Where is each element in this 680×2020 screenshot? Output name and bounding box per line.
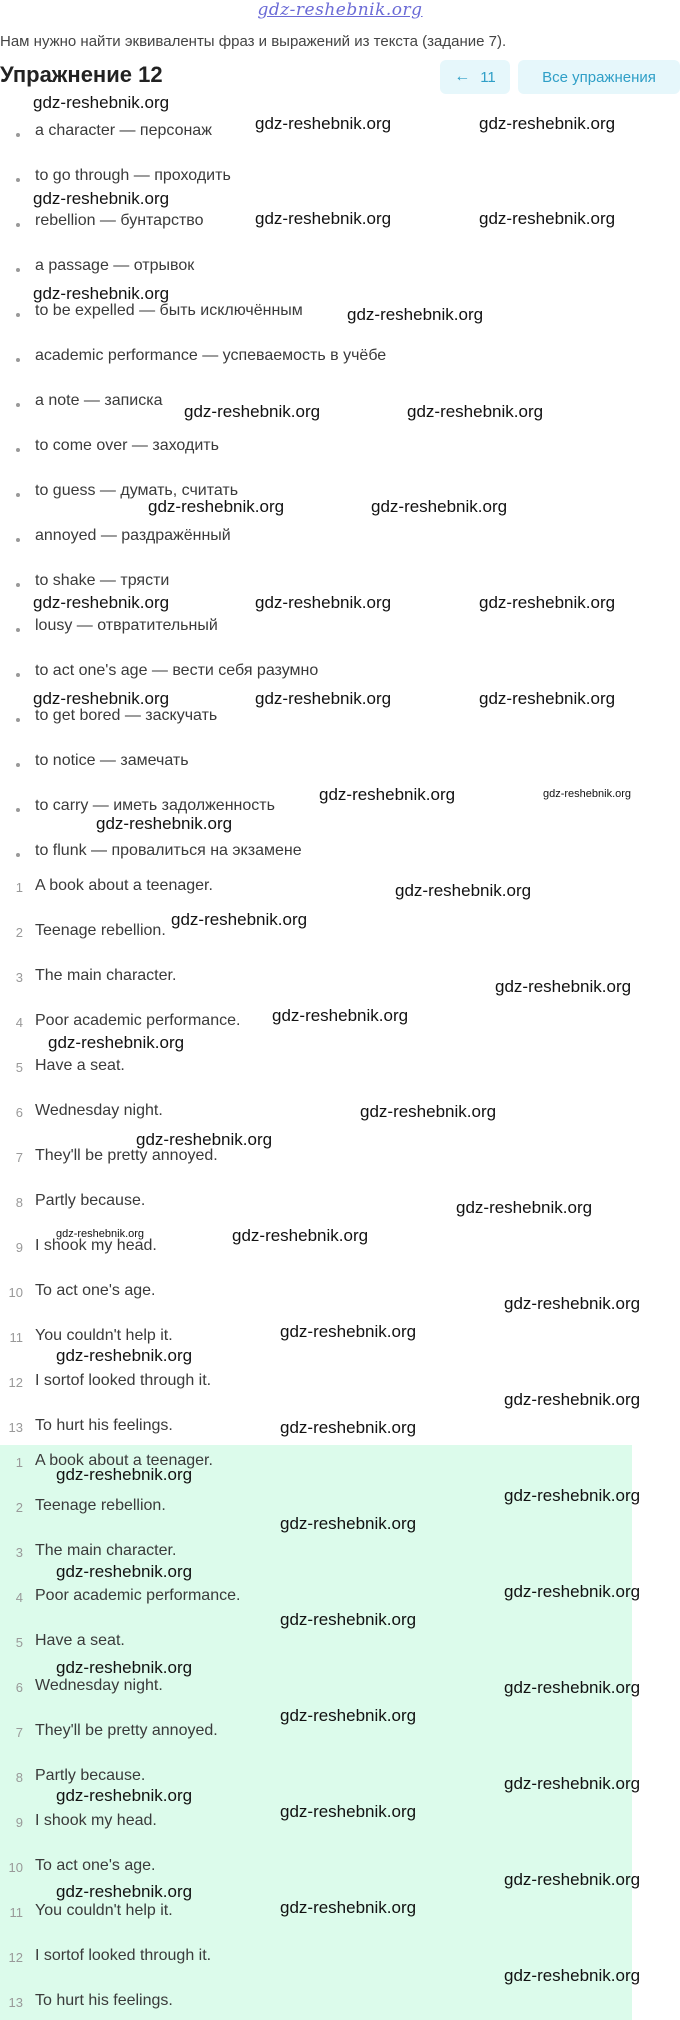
watermark: gdz-reshebnik.org xyxy=(360,1102,497,1121)
vocab-item: academic performance — успеваемость в учёбе xyxy=(35,347,387,364)
phrase-number: 1 xyxy=(15,880,23,895)
bullet-icon xyxy=(16,358,20,362)
watermark: gdz-reshebnik.org xyxy=(48,1033,185,1052)
watermark: gdz-reshebnik.org xyxy=(33,593,170,612)
answer-number: 8 xyxy=(15,1770,23,1785)
watermark: gdz-reshebnik.org xyxy=(504,1870,641,1889)
phrase-number: 13 xyxy=(8,1420,23,1435)
watermark: gdz-reshebnik.org xyxy=(56,1658,193,1677)
watermark: gdz-reshebnik.org xyxy=(543,788,632,800)
phrase-number: 2 xyxy=(15,925,23,940)
watermark: gdz-reshebnik.org xyxy=(33,93,170,112)
all-exercises-button[interactable] xyxy=(518,60,680,94)
phrase-number: 8 xyxy=(15,1195,23,1210)
watermark: gdz-reshebnik.org xyxy=(479,689,616,708)
watermark: gdz-reshebnik.org xyxy=(171,910,308,929)
answer-item: You couldn't help it. xyxy=(35,1902,173,1919)
watermark: gdz-reshebnik.org xyxy=(272,1006,409,1025)
answer-item: The main character. xyxy=(35,1542,177,1559)
vocab-item: annoyed — раздражённый xyxy=(35,527,231,544)
watermark: gdz-reshebnik.org xyxy=(56,1786,193,1805)
watermark: gdz-reshebnik.org xyxy=(148,497,285,516)
answer-item: To hurt his feelings. xyxy=(35,1992,173,2009)
bullet-icon xyxy=(16,178,20,182)
vocab-item: to act one's age — вести себя разумно xyxy=(35,662,319,679)
bullet-icon xyxy=(16,493,20,497)
watermark: gdz-reshebnik.org xyxy=(56,1465,193,1484)
watermark: gdz-reshebnik.org xyxy=(33,284,170,303)
phrase-item: You couldn't help it. xyxy=(35,1327,173,1344)
watermark: gdz-reshebnik.org xyxy=(319,785,456,804)
watermark: gdz-reshebnik.org xyxy=(136,1130,273,1149)
phrase-item: Have a seat. xyxy=(35,1057,125,1074)
bullet-icon xyxy=(16,628,20,632)
watermark: gdz-reshebnik.org xyxy=(96,814,233,833)
phrase-item: To act one's age. xyxy=(35,1282,156,1299)
vocab-item: to be expelled — быть исключённым xyxy=(35,302,303,319)
phrase-number: 11 xyxy=(9,1330,23,1345)
vocab-item: to shake — трясти xyxy=(35,572,170,589)
vocab-item: to flunk — провалиться на экзамене xyxy=(35,842,302,859)
watermark: gdz-reshebnik.org xyxy=(56,1346,193,1365)
answer-number: 1 xyxy=(15,1455,23,1470)
watermark: gdz-reshebnik.org xyxy=(255,114,392,133)
bullet-icon xyxy=(16,313,20,317)
phrase-item: Teenage rebellion. xyxy=(35,922,166,939)
answer-number: 3 xyxy=(15,1545,23,1560)
bullet-icon xyxy=(16,223,20,227)
phrase-number: 6 xyxy=(15,1105,23,1120)
bullet-icon xyxy=(16,448,20,452)
vocab-item: lousy — отвратительный xyxy=(35,617,218,634)
watermark: gdz-reshebnik.org xyxy=(504,1582,641,1601)
watermark: gdz-reshebnik.org xyxy=(504,1390,641,1409)
watermark: gdz-reshebnik.org xyxy=(479,114,616,133)
watermark: gdz-reshebnik.org xyxy=(56,1562,193,1581)
watermark: gdz-reshebnik.org xyxy=(504,1294,641,1313)
answer-number: 9 xyxy=(15,1815,23,1830)
watermark: gdz-reshebnik.org xyxy=(33,189,170,208)
watermark: gdz-reshebnik.org xyxy=(280,1418,417,1437)
answer-number: 5 xyxy=(15,1635,23,1650)
answer-item: I shook my head. xyxy=(35,1812,157,1829)
previous-exercise-button[interactable] xyxy=(440,60,510,94)
answer-number: 7 xyxy=(15,1725,23,1740)
watermark: gdz-reshebnik.org xyxy=(280,1802,417,1821)
phrase-item: A book about a teenager. xyxy=(35,877,213,894)
phrase-number: 12 xyxy=(8,1375,23,1390)
answer-number: 11 xyxy=(9,1905,23,1920)
watermark: gdz-reshebnik.org xyxy=(33,689,170,708)
phrase-number: 7 xyxy=(15,1150,23,1165)
phrase-item: I shook my head. xyxy=(35,1237,157,1254)
watermark: gdz-reshebnik.org xyxy=(456,1198,593,1217)
vocab-item: a passage — отрывок xyxy=(35,257,195,274)
watermark: gdz-reshebnik.org xyxy=(504,1678,641,1697)
watermark: gdz-reshebnik.org xyxy=(280,1514,417,1533)
phrase-item: I sortof looked through it. xyxy=(35,1372,212,1389)
watermark: gdz-reshebnik.org xyxy=(255,209,392,228)
vocab-item: to come over — заходить xyxy=(35,437,219,454)
phrase-number: 4 xyxy=(15,1015,23,1030)
intro-text: Нам нужно найти эквиваленты фраз и выражений из текста (задание 7). xyxy=(0,33,507,50)
watermark: gdz-reshebnik.org xyxy=(255,689,392,708)
watermark: gdz-reshebnik.org xyxy=(407,402,544,421)
bullet-icon xyxy=(16,583,20,587)
vocab-item: a note — записка xyxy=(35,392,163,409)
watermark: gdz-reshebnik.org xyxy=(280,1610,417,1629)
phrase-item: Poor academic performance. xyxy=(35,1012,241,1029)
answer-item: To act one's age. xyxy=(35,1857,156,1874)
previous-exercise-label: 11 xyxy=(480,68,496,86)
phrase-item: The main character. xyxy=(35,967,177,984)
vocab-item: a character — персонаж xyxy=(35,122,212,139)
phrase-number: 9 xyxy=(15,1240,23,1255)
watermark: gdz-reshebnik.org xyxy=(371,497,508,516)
vocab-item: to notice — замечать xyxy=(35,752,189,769)
answer-item: Poor academic performance. xyxy=(35,1587,241,1604)
phrase-item: To hurt his feelings. xyxy=(35,1417,173,1434)
watermark: gdz-reshebnik.org xyxy=(56,1228,145,1240)
arrow-left-icon: ← xyxy=(454,68,471,85)
answer-item: Partly because. xyxy=(35,1767,146,1784)
phrase-item: Partly because. xyxy=(35,1192,146,1209)
watermark: gdz-reshebnik.org xyxy=(504,1966,641,1985)
bullet-icon xyxy=(16,268,20,272)
site-logo[interactable]: gdz-reshebnik.org xyxy=(257,0,423,20)
vocab-item: to get bored — заскучать xyxy=(35,707,218,724)
answer-number: 6 xyxy=(15,1680,23,1695)
phrase-number: 10 xyxy=(8,1285,23,1300)
phrase-item: They'll be pretty annoyed. xyxy=(35,1147,218,1164)
watermark: gdz-reshebnik.org xyxy=(255,593,392,612)
watermark: gdz-reshebnik.org xyxy=(479,593,616,612)
answer-number: 12 xyxy=(8,1950,23,1965)
answer-item: I sortof looked through it. xyxy=(35,1947,212,1964)
bullet-icon xyxy=(16,808,20,812)
phrase-number: 5 xyxy=(15,1060,23,1075)
bullet-icon xyxy=(16,403,20,407)
all-exercises-label: Все упражнения xyxy=(542,68,656,86)
answer-number: 13 xyxy=(8,1995,23,2010)
watermark: gdz-reshebnik.org xyxy=(232,1226,369,1245)
answer-number: 2 xyxy=(15,1500,23,1515)
answer-item: They'll be pretty annoyed. xyxy=(35,1722,218,1739)
watermark: gdz-reshebnik.org xyxy=(184,402,321,421)
phrase-number: 3 xyxy=(15,970,23,985)
watermark: gdz-reshebnik.org xyxy=(280,1898,417,1917)
answer-item: A book about a teenager. xyxy=(35,1452,213,1469)
bullet-icon xyxy=(16,763,20,767)
watermark: gdz-reshebnik.org xyxy=(347,305,484,324)
answer-item: Have a seat. xyxy=(35,1632,125,1649)
watermark: gdz-reshebnik.org xyxy=(395,881,532,900)
bullet-icon xyxy=(16,718,20,722)
watermark: gdz-reshebnik.org xyxy=(495,977,632,996)
vocab-item: to guess — думать, считать xyxy=(35,482,239,499)
vocab-item: to go through — проходить xyxy=(35,167,231,184)
answer-number: 10 xyxy=(8,1860,23,1875)
bullet-icon xyxy=(16,673,20,677)
bullet-icon xyxy=(16,133,20,137)
watermark: gdz-reshebnik.org xyxy=(280,1322,417,1341)
page-title: Упражнение 12 xyxy=(0,62,163,87)
watermark: gdz-reshebnik.org xyxy=(280,1706,417,1725)
vocab-item: rebellion — бунтарство xyxy=(35,212,204,229)
watermark: gdz-reshebnik.org xyxy=(56,1882,193,1901)
answer-item: Teenage rebellion. xyxy=(35,1497,166,1514)
watermark: gdz-reshebnik.org xyxy=(504,1774,641,1793)
phrase-item: Wednesday night. xyxy=(35,1102,163,1119)
answer-item: Wednesday night. xyxy=(35,1677,163,1694)
bullet-icon xyxy=(16,853,20,857)
watermark: gdz-reshebnik.org xyxy=(479,209,616,228)
watermark: gdz-reshebnik.org xyxy=(504,1486,641,1505)
bullet-icon xyxy=(16,538,20,542)
vocab-item: to carry — иметь задолженность xyxy=(35,797,275,814)
answer-number: 4 xyxy=(15,1590,23,1605)
